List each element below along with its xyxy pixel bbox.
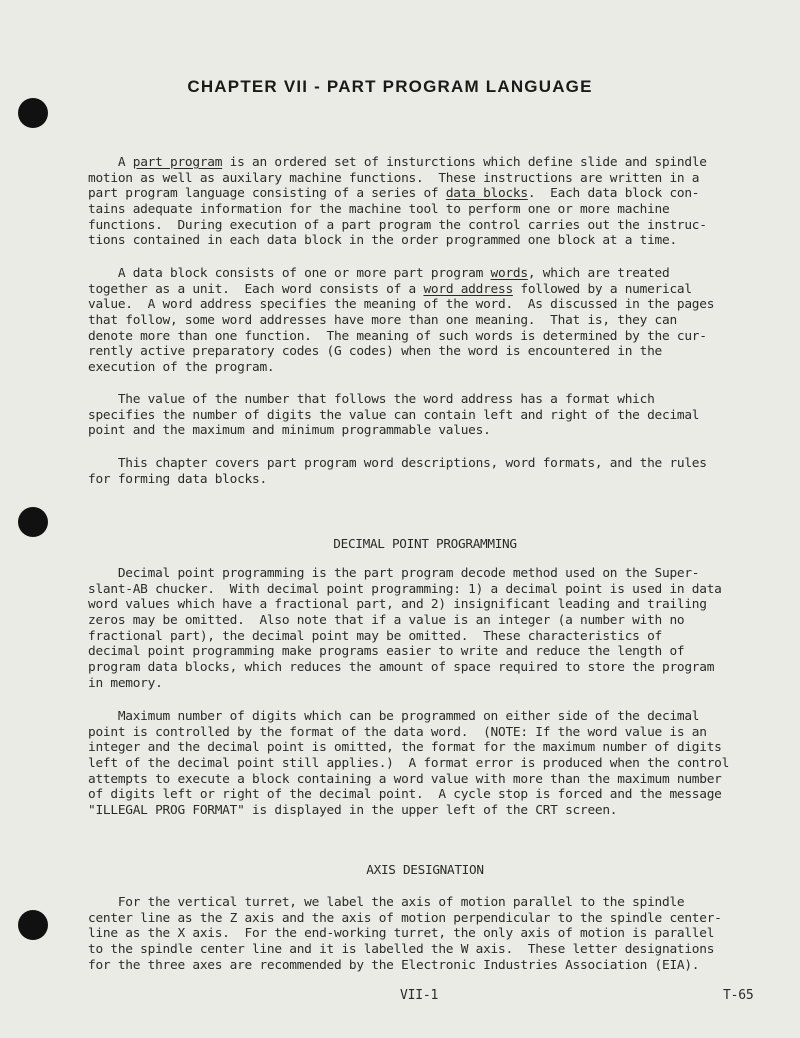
defined-term: data blocks	[445, 186, 528, 202]
page-number: VII-1	[400, 988, 439, 1003]
paragraph-data-block	[88, 266, 788, 376]
text-line	[88, 895, 788, 911]
paragraph-decimal-point	[88, 566, 788, 692]
text-run: tains adequate information for the machine tool to perform one or more machine	[88, 202, 670, 218]
text-line	[88, 787, 788, 803]
text-run: fractional part), the decimal point may be omitted. These characteristics of	[88, 628, 662, 644]
text-line	[88, 456, 788, 472]
defined-term: words	[490, 266, 528, 281]
text-line	[88, 297, 788, 313]
text-line	[88, 597, 788, 613]
text-line	[88, 408, 788, 424]
text-line	[88, 472, 788, 488]
text-run: to the spindle center line and it is labelled the W axis. These letter designations	[88, 942, 715, 958]
text-run: denote more than one function. The meaning of such words is determined by the cur-	[88, 328, 707, 344]
text-line	[88, 313, 788, 329]
text-run: together as a unit. Each word consists of a	[88, 281, 424, 297]
text-line	[88, 709, 788, 725]
text-run: "ILLEGAL PROG FORMAT" is displayed in the upper left of the CRT screen.	[88, 803, 618, 819]
text-run: value. A word address specifies the meaning of the word. As discussed in the pages	[88, 297, 715, 313]
text-run: that follow, some word addresses have more than one meaning. That is, they can	[88, 313, 677, 329]
text-line	[88, 740, 788, 756]
text-run: for the three axes are recommended by the Electronic Industries Association (EIA).	[88, 957, 700, 973]
binder-hole-middle	[18, 507, 48, 537]
text-line	[88, 392, 788, 408]
text-run: is an ordered set of insturctions which define slide and spindle	[222, 155, 707, 170]
text-run: . Each data block con-	[527, 186, 700, 202]
binder-hole-bottom	[18, 910, 48, 940]
text-line	[88, 676, 788, 692]
chapter-title: CHAPTER VII - PART PROGRAM LANGUAGE	[187, 77, 593, 96]
text-line	[88, 282, 788, 298]
text-line	[88, 660, 788, 676]
text-line	[88, 171, 788, 187]
text-line	[88, 644, 788, 660]
text-run: point is controlled by the format of the data word. (NOTE: If the word value is an	[88, 724, 707, 740]
text-line	[88, 911, 788, 927]
text-run: A data block consists of one or more part program	[88, 266, 491, 281]
text-line	[88, 566, 788, 582]
text-line	[88, 958, 788, 974]
text-run: program data blocks, which reduces the amount of space required to store the program	[88, 660, 715, 676]
binder-hole-top	[18, 98, 48, 128]
text-run: functions. During execution of a part program the control carries out the instruc-	[88, 217, 707, 233]
section-heading-decimal-point: DECIMAL POINT PROGRAMMING	[333, 536, 517, 551]
text-line	[88, 344, 788, 360]
text-line	[88, 360, 788, 376]
text-line	[88, 772, 788, 788]
text-run: attempts to execute a block containing a word value with more than the maximum number	[88, 771, 722, 787]
text-line	[88, 218, 788, 234]
text-line	[88, 266, 788, 282]
text-line	[88, 942, 788, 958]
document-code: T-65	[723, 988, 754, 1003]
text-run: integer and the decimal point is omitted, the format for the maximum number of digits	[88, 740, 722, 756]
text-run: in memory.	[88, 675, 163, 691]
text-run: followed by a numerical	[512, 281, 692, 297]
defined-term: part program	[132, 155, 223, 170]
text-line	[88, 186, 788, 202]
defined-term: word address	[423, 281, 513, 297]
text-run: rently active preparatory codes (G codes) when the word is encountered in the	[88, 344, 662, 360]
text-run: slant-AB chucker. With decimal point programming: 1) a decimal point is used in data	[88, 581, 722, 597]
text-run: of digits left or right of the decimal point. A cycle stop is forced and the message	[88, 787, 722, 803]
text-run: Decimal point programming is the part program decode method used on the Super-	[88, 566, 700, 581]
text-run: specifies the number of digits the value can contain left and right of the decimal	[88, 407, 700, 423]
text-run: The value of the number that follows the word address has a format which	[88, 392, 655, 407]
text-run: This chapter covers part program word descriptions, word formats, and the rules	[88, 456, 707, 471]
text-line	[88, 926, 788, 942]
text-line	[88, 423, 788, 439]
text-run: for forming data blocks.	[88, 471, 267, 487]
text-run: center line as the Z axis and the axis of motion perpendicular to the spindle center-	[88, 910, 722, 926]
text-run: left of the decimal point still applies.) A format error is produced when the control	[88, 756, 730, 772]
text-run: A	[88, 155, 133, 170]
text-line	[88, 582, 788, 598]
text-run: tions contained in each data block in the order programmed one block at a time.	[88, 233, 677, 249]
text-line	[88, 329, 788, 345]
text-line	[88, 202, 788, 218]
paragraph-value-format	[88, 392, 788, 439]
text-run: line as the X axis. For the end-working turret, the only axis of motion is parallel	[88, 926, 715, 942]
text-run: execution of the program.	[88, 360, 275, 376]
text-run: decimal point programming make programs easier to write and reduce the length of	[88, 644, 685, 660]
text-line	[88, 725, 788, 741]
text-line	[88, 756, 788, 772]
text-run: For the vertical turret, we label the axis of motion parallel to the spindle	[88, 895, 685, 910]
text-run: word values which have a fractional part, and 2) insignificant leading and trailing	[88, 597, 707, 613]
text-run: motion as well as auxilary machine functions. These instructions are written in a	[88, 170, 700, 186]
text-run: part program language consisting of a series of	[88, 186, 446, 202]
paragraph-chapter-scope	[88, 456, 788, 487]
text-line	[88, 803, 788, 819]
text-run: , which are treated	[527, 266, 670, 281]
paragraph-axis-designation	[88, 895, 788, 973]
text-run: Maximum number of digits which can be programmed on either side of the decimal	[88, 709, 700, 724]
paragraph-max-digits	[88, 709, 788, 819]
text-line	[88, 629, 788, 645]
paragraph-part-program	[88, 155, 788, 249]
text-run: point and the maximum and minimum programmable values.	[88, 423, 491, 439]
text-line	[88, 155, 788, 171]
text-line	[88, 233, 788, 249]
section-heading-axis-designation: AXIS DESIGNATION	[366, 862, 484, 877]
text-line	[88, 613, 788, 629]
text-run: zeros may be omitted. Also note that if a value is an integer (a number with no	[88, 613, 685, 629]
